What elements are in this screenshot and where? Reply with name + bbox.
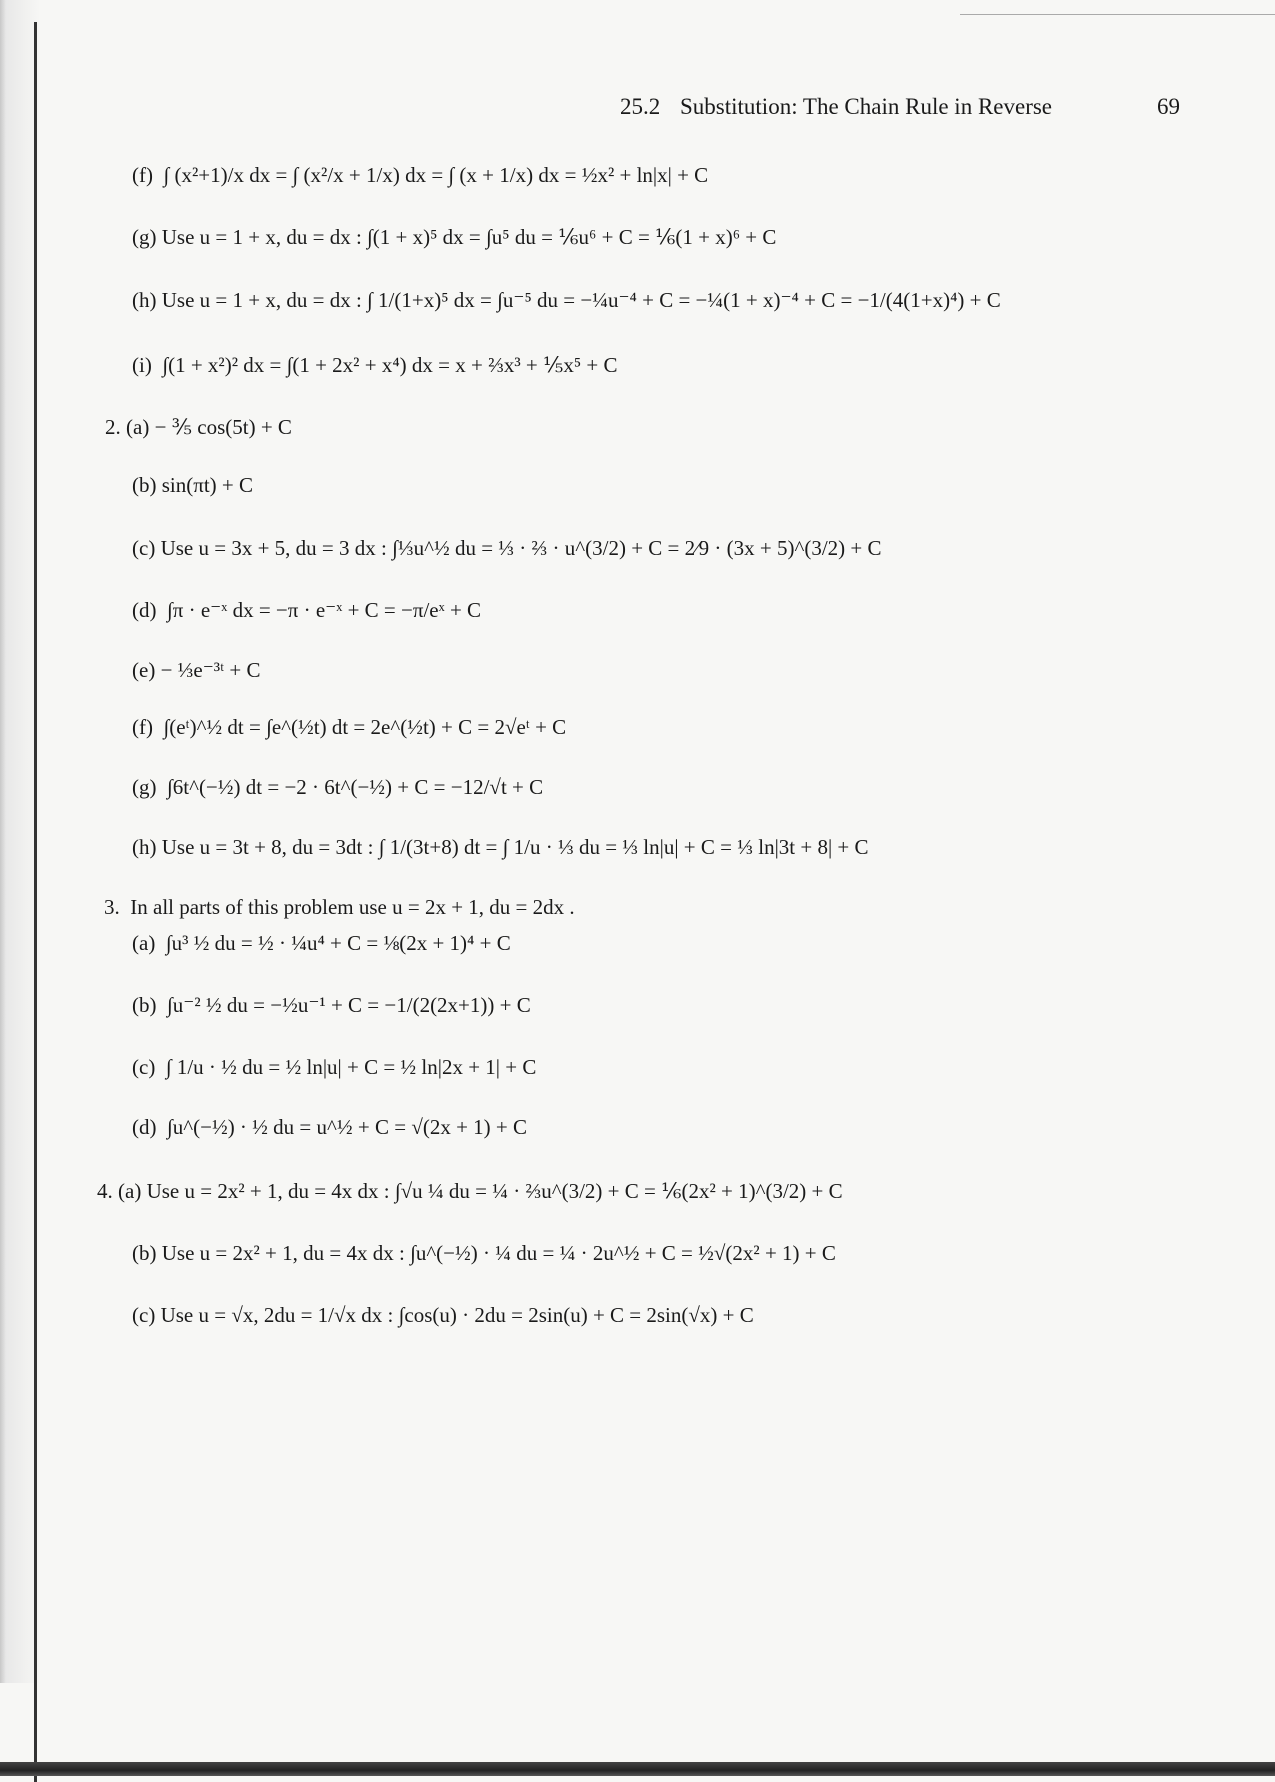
solution-2f: (f) ∫(eᵗ)^½ dt = ∫e^(½t) dt = 2e^(½t) + C = 2√eᵗ + C [132,715,567,739]
solution-4c: (c) Use u = √x, 2du = 1/√x dx : ∫cos(u) · 2du = 2sin(u) + C = 2sin(√x) + C [132,1303,754,1327]
solution-3-intro: 3. In all parts of this problem use u = 2x + 1, du = 2dx . [104,895,575,919]
solution-3b: (b) ∫u⁻² ½ du = −½u⁻¹ + C = −1/(2(2x+1)) + C [132,993,531,1017]
solution-1i: (i) ∫(1 + x²)² dx = ∫(1 + 2x² + x⁴) dx = x + ⅔x³ + ⅕x⁵ + C [132,353,618,377]
solution-1h: (h) Use u = 1 + x, du = dx : ∫ 1/(1+x)⁵ dx = ∫u⁻⁵ du = −¼u⁻⁴ + C = −¼(1 + x)⁻⁴ + C = −1/(4(1+x)⁴) + C [132,288,1001,312]
solution-2a: 2. (a) − ⅗ cos(5t) + C [105,415,292,439]
top-rule [960,14,1275,15]
solution-3d: (d) ∫u^(−½) · ½ du = u^½ + C = √(2x + 1) + C [132,1115,528,1139]
solution-3c: (c) ∫ 1/u · ½ du = ½ ln|u| + C = ½ ln|2x + 1| + C [132,1055,537,1079]
section-number: 25.2 [620,94,661,119]
running-head [620,94,1180,120]
solution-2g: (g) ∫6t^(−½) dt = −2 · 6t^(−½) + C = −12/√t + C [132,775,544,799]
solution-1f: (f) ∫ (x²+1)/x dx = ∫ (x²/x + 1/x) dx = ∫ (x + 1/x) dx = ½x² + ln|x| + C [132,163,709,187]
solution-2b: (b) sin(πt) + C [132,473,254,497]
margin-rule [34,22,37,1782]
page-number: 69 [1157,94,1180,119]
solution-2e: (e) − ⅓e⁻³ᵗ + C [132,658,261,682]
solution-4b: (b) Use u = 2x² + 1, du = 4x dx : ∫u^(−½) · ¼ du = ¼ · 2u^½ + C = ½√(2x² + 1) + C [132,1241,836,1265]
solution-2c: (c) Use u = 3x + 5, du = 3 dx : ∫⅓u^½ du = ⅓ · ⅔ · u^(3/2) + C = 2⁄9 · (3x + 5)^(3/2) + C [132,536,882,560]
solution-2d: (d) ∫π · e⁻ˣ dx = −π · e⁻ˣ + C = −π/eˣ + C [132,598,482,622]
solution-3a: (a) ∫u³ ½ du = ½ · ¼u⁴ + C = ⅛(2x + 1)⁴ + C [132,931,511,955]
solution-4a: 4. (a) Use u = 2x² + 1, du = 4x dx : ∫√u ¼ du = ¼ · ⅔u^(3/2) + C = ⅙(2x² + 1)^(3/2) + C [97,1179,843,1203]
section-title: Substitution: The Chain Rule in Reverse [680,94,1053,119]
scan-bottom-edge [0,1762,1275,1776]
solution-2h: (h) Use u = 3t + 8, du = 3dt : ∫ 1/(3t+8) dt = ∫ 1/u · ⅓ du = ⅓ ln|u| + C = ⅓ ln|3t + 8| + C [132,835,869,859]
solution-1g: (g) Use u = 1 + x, du = dx : ∫(1 + x)⁵ dx = ∫u⁵ du = ⅙u⁶ + C = ⅙(1 + x)⁶ + C [132,225,777,249]
